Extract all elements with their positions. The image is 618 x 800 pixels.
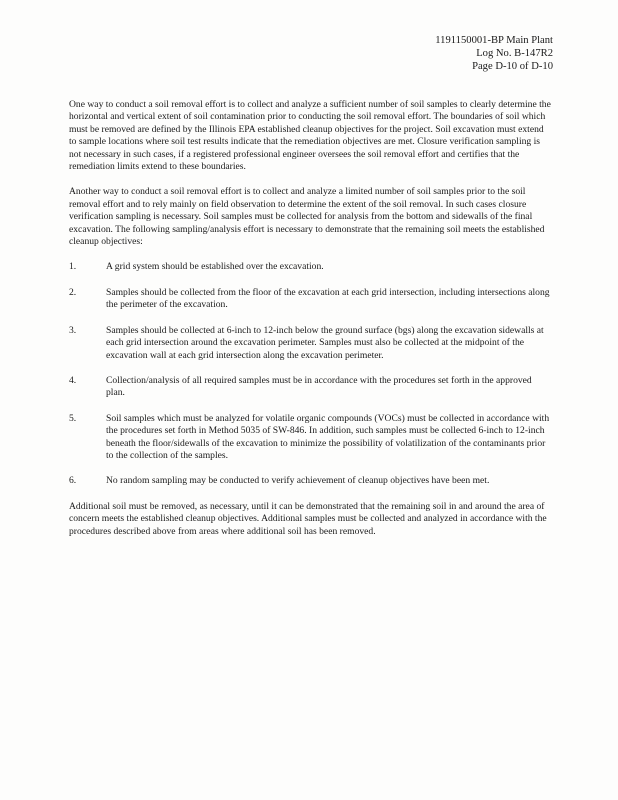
document-body (69, 99, 553, 551)
list-item-number: 2. (69, 286, 77, 298)
list-item-text: Samples should be collected from the floor of the excavation at each grid intersection, including intersections along the perimeter of the excavation. (106, 286, 550, 311)
paragraph-intro: One way to conduct a soil removal effort is to collect and analyze a sufficient number of soil samples to clearly determine the horizontal and vertical extent of soil contamination prior to conducting the soil removal effort. The boundaries of soil which must be removed are defined by the Illinois EPA established cleanup objectives for the project. Soil excavation must extend to sample locations where soil test results indicate that the remediation objectives are met. Closure verification sampling is not necessary in such cases, if a registered professional engineer oversees the soil removal effort and certifies that the remediation limits extend to these boundaries. (69, 99, 551, 173)
list-item-text: Collection/analysis of all required samples must be in accordance with the procedures set forth in the approved plan. (106, 374, 532, 399)
list-item-number: 5. (69, 412, 77, 424)
list-item-number: 3. (69, 324, 77, 336)
header-page-line: Page D-10 of D-10 (472, 61, 553, 73)
list-item (69, 375, 553, 400)
sampling-requirements-list (69, 261, 553, 487)
list-item (69, 287, 553, 312)
list-item-text: Samples should be collected at 6-inch to 12-inch below the ground surface (bgs) along the excavation sidewalls at each grid intersection around the excavation perimeter. Samples must also be collected at the midpoint of the excavation wall at each grid intersection along the excavation perimeter. (106, 324, 544, 361)
header-log-line: Log No. B-147R2 (476, 48, 553, 60)
list-item-number: 6. (69, 475, 77, 487)
list-item-number: 4. (69, 374, 77, 386)
header-id-line: 1191150001-BP Main Plant (435, 35, 553, 46)
list-item (69, 413, 553, 463)
list-item (69, 261, 553, 273)
list-item (69, 475, 553, 487)
list-item-number: 1. (69, 261, 77, 273)
list-item-text: No random sampling may be conducted to verify achievement of cleanup objectives have been met. (106, 475, 490, 487)
list-item (69, 325, 553, 362)
page-header (435, 34, 553, 74)
paragraph-alternative: Another way to conduct a soil removal effort is to collect and analyze a limited number of soil samples prior to the soil removal effort and to rely mainly on field observation to determine the extent of the soil removal. In such cases closure verification sampling is necessary. Soil samples must be collected for analysis from the bottom and sidewalls of the final excavation. The following sampling/analysis effort is necessary to demonstrate that the remaining soil meets the established cleanup objectives: (69, 186, 545, 248)
list-item-text: Soil samples which must be analyzed for volatile organic compounds (VOCs) must be collected in accordance with the procedures set forth in Method 5035 of SW-846. In addition, such samples must be collected 6-inch to 12-inch beneath the floor/sidewalls of the excavation to minimize the possibility of volatilization of the contaminants prior to the collection of the samples. (106, 412, 550, 461)
list-item-text: A grid system should be established over the excavation. (106, 261, 324, 273)
paragraph-closing: Additional soil must be removed, as necessary, until it can be demonstrated that the remaining soil in and around the area of concern meets the established cleanup objectives. Additional samples must be collected and analyzed in accordance with the procedures described above from areas where additional soil has been removed. (69, 500, 547, 537)
